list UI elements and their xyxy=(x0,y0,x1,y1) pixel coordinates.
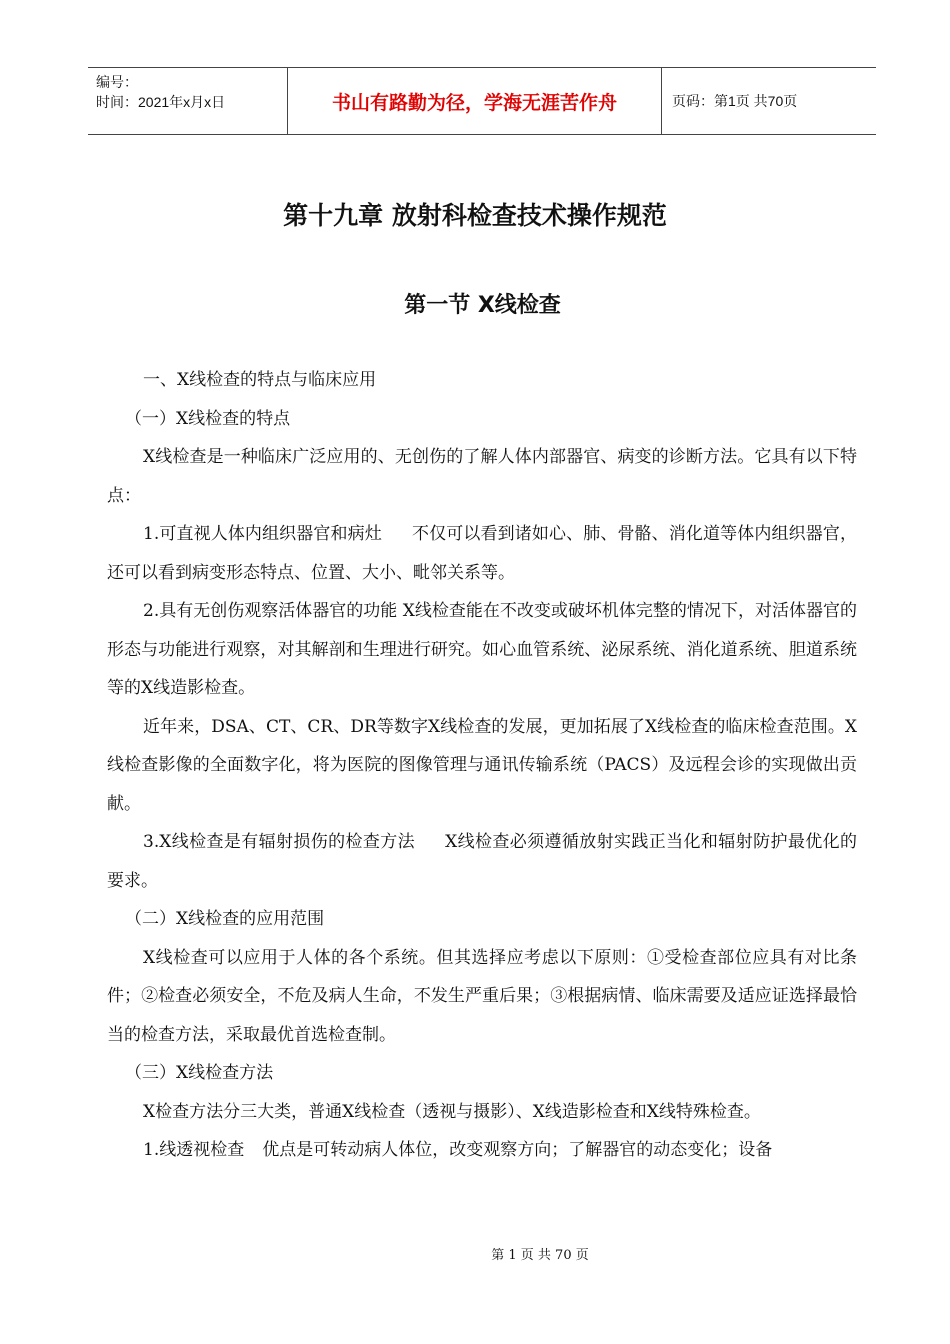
heading-level-1: 一、X线检查的特点与临床应用 xyxy=(143,370,377,390)
body-paragraph: 近年来，DSA、CT、CR、DR等数字X线检查的发展，更加拓展了X线检查的临床检查范围。X线检查影像的全面数字化，将为医院的图像管理与通讯传输系统（PACS）及远程会诊的实现做出贡献。 xyxy=(107,716,857,814)
body-paragraph xyxy=(107,1131,857,1170)
item-heading: 1.可直视人体内组织器官和病灶 xyxy=(143,524,382,544)
body-paragraph xyxy=(107,515,857,592)
item-text: 不仅可以看到诸如心、肺、骨骼、消化道等体内组织器官，还可以看到病变形态特点、位置、大小、毗邻关系等。 xyxy=(107,524,857,583)
heading-level-2: （一）X线检查的特点 xyxy=(125,408,291,429)
heading-level-2: （二）X线检查的应用范围 xyxy=(125,909,325,929)
page-footer: 第 1 页 共 70 页 xyxy=(491,1248,589,1263)
body-paragraph xyxy=(107,823,857,900)
header-motto: 书山有路勤为径，学海无涯苦作舟 xyxy=(288,68,662,134)
item-heading: 1.线透视检查 xyxy=(143,1140,245,1160)
header-meta xyxy=(88,68,288,134)
document-body xyxy=(107,361,857,1170)
body-paragraph: X线检查可以应用于人体的各个系统。但其选择应考虑以下原则：①受检查部位应具有对比条件；②检查必须安全，不危及病人生命，不发生严重后果；③根据病情、临床需要及适应证选择最恰当的检查方法，采取最优首选检查制。 xyxy=(107,947,857,1045)
item-text: 优点是可转动病人体位，改变观察方向；了解器官的动态变化；设备 xyxy=(262,1140,773,1160)
body-paragraph: 2.具有无创伤观察活体器官的功能 X线检查能在不改变或破坏机体完整的情况下，对活体器官的形态与功能进行观察，对其解剖和生理进行研究。如心血管系统、泌尿系统、消化道系统、胆道系统等的X线造影检查。 xyxy=(107,601,857,698)
document-header xyxy=(88,67,876,135)
body-paragraph: X检查方法分三大类，普通X线检查（透视与摄影）、X线造影检查和X线特殊检查。 xyxy=(143,1101,761,1122)
time-label: 时间：2021年x月x日 xyxy=(96,94,226,110)
heading-level-2: （三）X线检查方法 xyxy=(125,1063,274,1083)
item-heading: 3.X线检查是有辐射损伤的检查方法 xyxy=(143,832,416,852)
body-paragraph: X线检查是一种临床广泛应用的、无创伤的了解人体内部器官、病变的诊断方法。它具有以下特点： xyxy=(107,447,857,506)
header-page-info: 页码：第1页 共70页 xyxy=(672,93,798,109)
section-title: 第一节 X线检查 xyxy=(404,293,561,318)
item-text: X线检查必须遵循放射实践正当化和辐射防护最优化的要求。 xyxy=(107,832,857,891)
chapter-title: 第十九章 放射科检查技术操作规范 xyxy=(283,201,667,230)
number-label: 编号： xyxy=(96,74,138,90)
